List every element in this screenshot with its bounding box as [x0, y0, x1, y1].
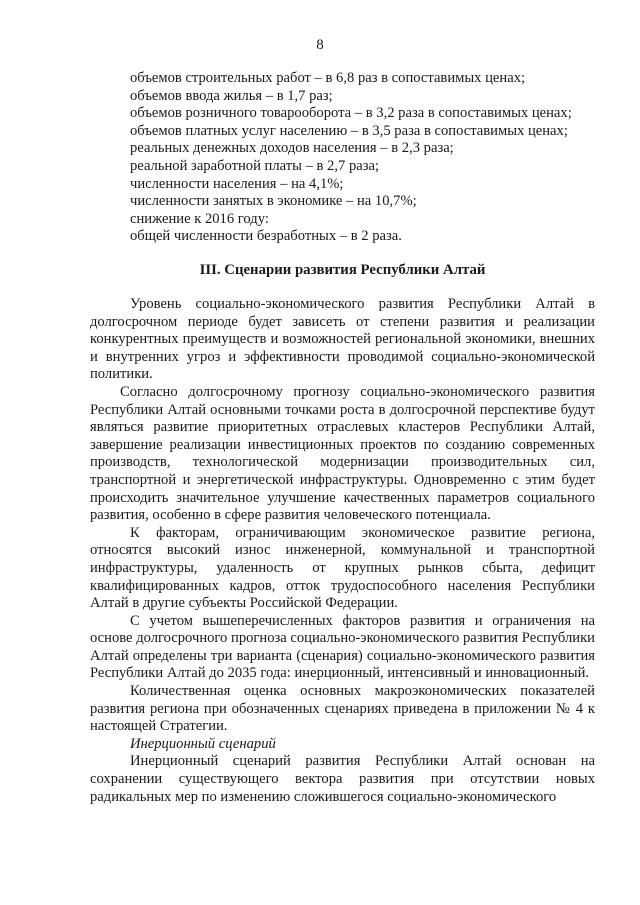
list-item: общей численности безработных – в 2 раза.: [130, 228, 402, 245]
paragraph-inertial-scenario: Инерционный сценарий развития Республики Алтай основан на сохранении существующего вектора развития при отсутствии новых радикальных мер по изменению сложившегося социально-экономического: [90, 753, 595, 805]
page-number: 8: [316, 37, 324, 53]
indicator-list: [130, 70, 600, 246]
list-item: снижение к 2016 году:: [130, 210, 269, 227]
section-body: [90, 296, 595, 806]
list-item: численности населения – на 4,1%;: [130, 175, 344, 192]
paragraph-development-level: Уровень социально-экономического развития Республики Алтай в долгосрочном периоде будет зависеть от степени развития и реализации конкурентных преимуществ и возможностей региональной экономики, внешних и внутренних угроз и эффективности проводимой социально-экономической политики.: [90, 296, 595, 383]
section-heading: III. Сценарии развития Республики Алтай: [199, 262, 486, 278]
list-item: объемов платных услуг населению – в 3,5 раза в сопоставимых ценах;: [130, 122, 568, 139]
paragraph-quantitative-assessment: Количественная оценка основных макроэкономических показателей развития региона при обозначенных сценариях приведена в приложении № 4 к настоящей Стратегии.: [90, 683, 595, 735]
paragraph-limiting-factors: К факторам, ограничивающим экономическое развитие региона, относятся высокий износ инженерной, коммунальной и транспортной инфраструктуры, удаленность от крупных рынков сбыта, дефицит квалифицированных кадров, отток трудоспособного населения Республики Алтай в другие субъекты Российской Федерации.: [90, 524, 595, 612]
list-item: реальных денежных доходов населения – в 2,3 раза;: [130, 140, 454, 157]
list-item: реальной заработной платы – в 2,7 раза;: [130, 157, 380, 174]
list-item: объемов розничного товарооборота – в 3,2 раза в сопоставимых ценах;: [130, 105, 572, 122]
list-item: численности занятых в экономике – на 10,7%;: [130, 193, 417, 210]
list-item: объемов строительных работ – в 6,8 раз в сопоставимых ценах;: [130, 70, 526, 86]
subheading-inertial-scenario: Инерционный сценарий: [130, 735, 276, 752]
list-item: объемов ввода жилья – в 1,7 раз;: [130, 87, 333, 104]
paragraph-scenarios: С учетом вышеперечисленных факторов развития и ограничения на основе долгосрочного прогноза социально-экономического развития Республики Алтай определены три варианта (сценария) социально-экономического развития Республики Алтай до 2035 года: инерционный, интенсивный и инновационный.: [90, 612, 595, 682]
paragraph-growth-points: Согласно долгосрочному прогнозу социально-экономического развития Республики Алтай основными точками роста в долгосрочной перспективе будут являться развитие приоритетных отраслевых кластеров Республики Алтай, завершение реализации инвестиционных проектов по созданию современных производств, технологической модернизации производительных сил, транспортной и энергетической инфраструктуры. Одновременно с этим будет происходить значительное улучшение качественных параметров социального развития, особенно в сфере развития человеческого потенциала.: [90, 383, 595, 524]
